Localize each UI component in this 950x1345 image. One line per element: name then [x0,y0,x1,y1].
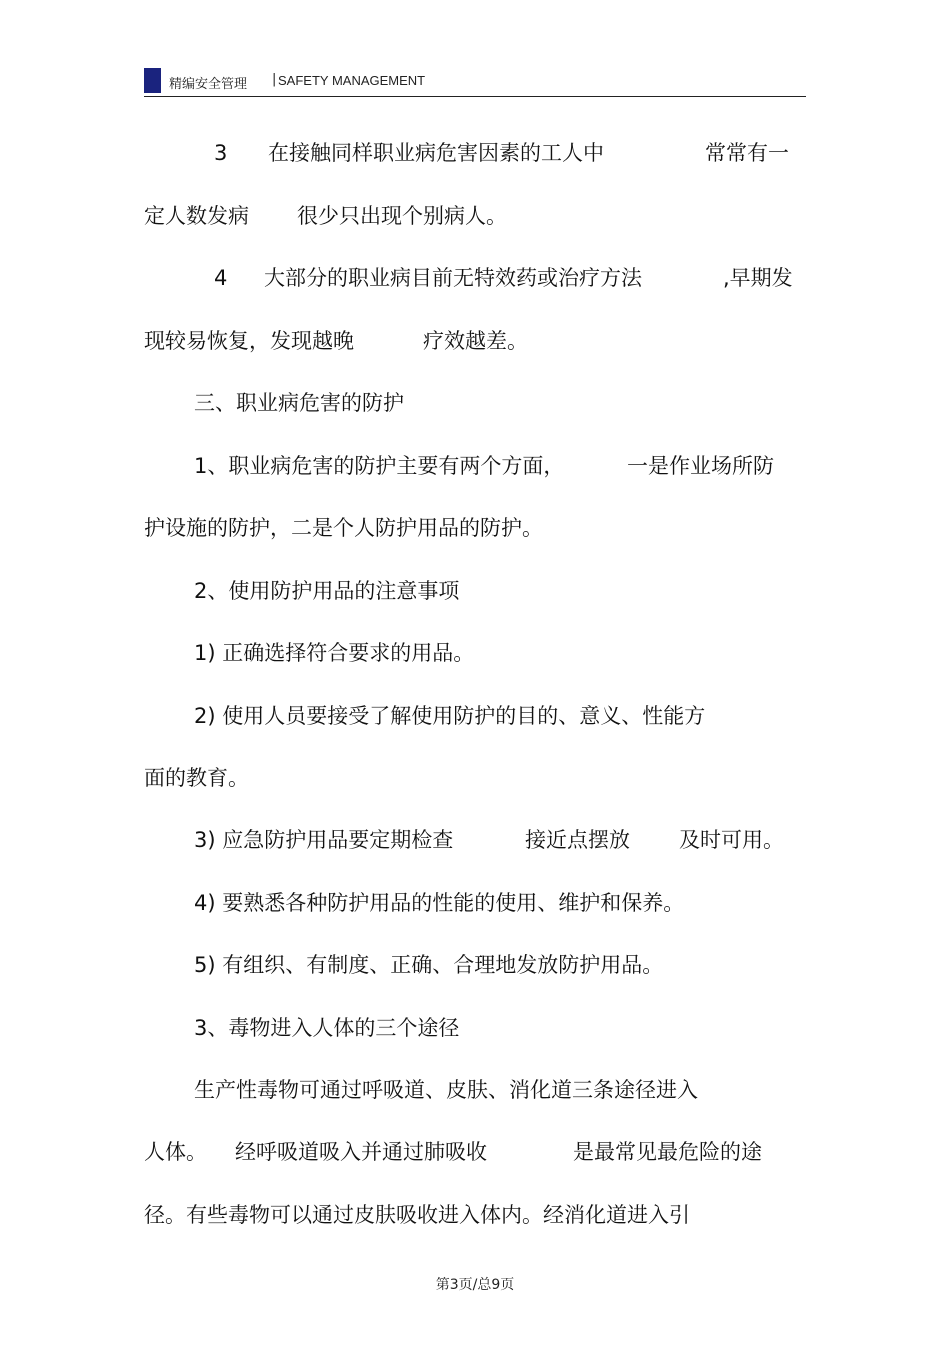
list-item: 3) 应急防护用品要定期检查 [194,828,454,852]
paragraph-text: 护设施的防护，二是个人防护用品的防护。 [144,516,543,540]
paragraph-text: 面的教育。 [144,766,249,790]
header-en-title: SAFETY MANAGEMENT [278,73,426,88]
paragraph-text: 1、职业病危害的防护主要有两个方面， [194,454,565,478]
paragraph-text: ,早期发 [723,266,793,290]
paragraph-text: 人体。 [144,1140,207,1164]
paragraph-text: 一是作业场所防 [627,454,774,478]
subheading: 3、毒物进入人体的三个途径 [194,1016,460,1040]
page-number: 第3页/总9页 [435,1277,515,1293]
paragraph-text: 定人数发病 [144,204,249,228]
paragraph-text: 在接触同样职业病危害因素的工人中 [268,141,604,165]
paragraph-text: 很少只出现个别病人。 [297,204,507,228]
list-item: 5) 有组织、有制度、正确、合理地发放防护用品。 [194,953,664,977]
paragraph-text: 接近点摆放 [525,828,630,852]
page-header [144,64,806,97]
list-item: 2) 使用人员要接受了解使用防护的目的、意义、性能方 [194,704,706,728]
header-cn-title: 精编安全管理 [169,77,248,92]
paragraph-text: 及时可用。 [679,828,784,852]
paragraph-text: 是最常见最危险的途 [573,1140,762,1164]
paragraph-text: 疗效越差。 [423,329,528,353]
header-separator: | [272,72,277,87]
paragraph-text: 大部分的职业病目前无特效药或治疗方法 [264,266,642,290]
list-number: 4 [214,266,228,290]
subheading: 2、使用防护用品的注意事项 [194,579,460,603]
list-number: 3 [214,141,228,165]
paragraph-text: 经呼吸道吸入并通过肺吸收 [235,1140,487,1164]
paragraph-text: 现较易恢复，发现越晚 [144,329,354,353]
list-item: 1) 正确选择符合要求的用品。 [194,641,475,665]
paragraph-text: 生产性毒物可通过呼吸道、皮肤、消化道三条途径进入 [194,1078,698,1102]
paragraph-text: 常常有一 [705,141,789,165]
paragraph-text: 径。有些毒物可以通过皮肤吸收进入体内。经消化道进入引 [144,1203,690,1227]
section-heading: 三、职业病危害的防护 [194,391,404,415]
list-item: 4) 要熟悉各种防护用品的性能的使用、维护和保养。 [194,891,685,915]
logo-icon [144,68,161,93]
